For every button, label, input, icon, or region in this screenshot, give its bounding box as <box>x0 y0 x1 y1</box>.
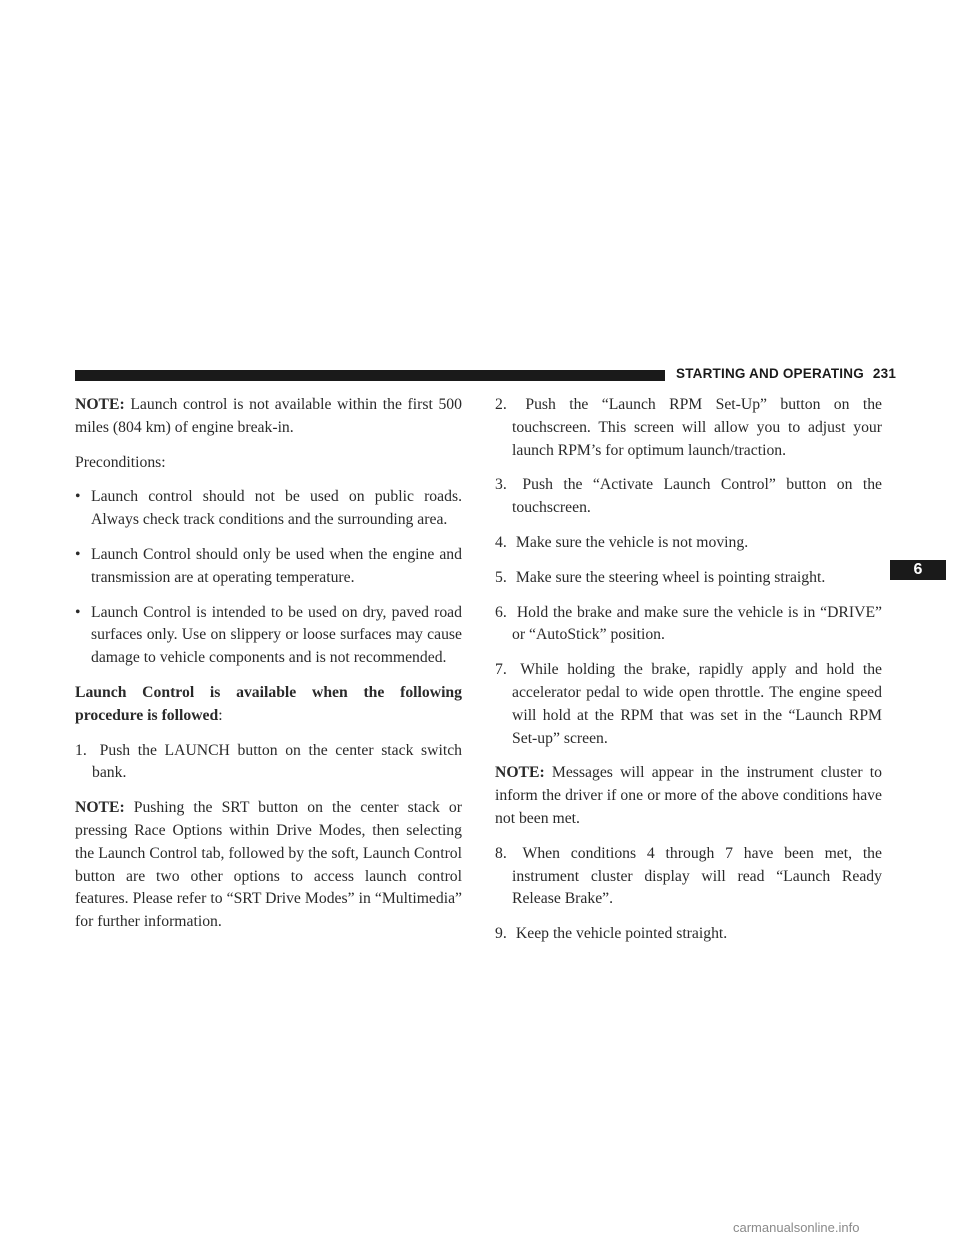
bullet-icon: • <box>75 545 81 563</box>
step-item <box>495 474 882 520</box>
step-number: 7. <box>495 661 507 679</box>
step-text: Make sure the steering wheel is pointing straight. <box>515 568 826 586</box>
step-number: 3. <box>495 476 507 494</box>
step-item <box>495 923 882 946</box>
step-number: 4. <box>495 533 507 551</box>
procedure-intro: Launch Control is available when the following procedure is followed: <box>75 683 462 724</box>
bullet-icon: • <box>75 603 81 621</box>
list-item <box>75 544 462 590</box>
step-number: 9. <box>495 925 507 943</box>
step-item <box>495 394 882 462</box>
step-number: 2. <box>495 396 507 413</box>
step-number: 5. <box>495 568 507 586</box>
step-text: Keep the vehicle pointed straight. <box>515 925 728 943</box>
steps-list-b <box>495 843 882 946</box>
step-text: While holding the brake, rapidly apply and hold the accelerator pedal to wide open throttle. The engine speed will hold at the RPM that was set in the “Launch RPM Set-up” screen. <box>512 661 883 747</box>
note-launch-break-in: NOTE: Launch control is not available within the first 500 miles (804 km) of engine break-in. <box>75 396 462 436</box>
note-instrument-cluster: NOTE: Messages will appear in the instrument cluster to inform the driver if one or more of the above conditions have not been met. <box>495 764 882 827</box>
step-item <box>495 532 882 555</box>
list-item-text: Launch control should not be used on public roads. Always check track conditions and the surrounding area. <box>91 488 462 529</box>
bullet-icon: • <box>75 488 81 506</box>
step-item <box>495 602 882 648</box>
header-rule <box>75 370 665 381</box>
preconditions-list <box>75 486 462 670</box>
preconditions-heading: Preconditions: <box>75 453 166 471</box>
note-srt-button: NOTE: Pushing the SRT button on the center stack or pressing Race Options within Drive Modes, then selecting the Launch Control tab, followed by the soft, Launch Control button are two other options to access launch control features. Please refer to “SRT Drive Modes” in “Multimedia” for further information. <box>75 799 462 931</box>
step-item <box>495 843 882 911</box>
step-text: Push the “Launch RPM Set-Up” button on the touchscreen. This screen will allow you to adjust your launch RPM’s for optimum launch/traction. <box>512 396 883 459</box>
list-item <box>75 602 462 670</box>
step-text: Make sure the vehicle is not moving. <box>515 533 749 551</box>
step-text: Push the “Activate Launch Control” button on the touchscreen. <box>512 476 882 517</box>
left-column <box>75 394 462 946</box>
page-number: 231 <box>872 366 897 381</box>
step-item <box>495 567 882 590</box>
step-text: Hold the brake and make sure the vehicle is in “DRIVE” or “AutoStick” position. <box>512 603 882 644</box>
list-item-text: Launch Control is intended to be used on dry, paved road surfaces only. Use on slippery or loose surfaces may cause damage to vehicle components and is not recommended. <box>91 603 462 667</box>
step-number: 6. <box>495 603 507 621</box>
step-item: 1. Push the LAUNCH button on the center stack switch bank. <box>75 741 463 782</box>
list-item <box>75 486 462 532</box>
right-column <box>495 394 882 958</box>
step-item <box>495 659 882 750</box>
running-header <box>676 366 896 381</box>
step-text: When conditions 4 through 7 have been met, the instrument cluster display will read “Launch Ready Release Brake”. <box>512 844 882 908</box>
chapter-tab: 6 <box>890 560 946 580</box>
watermark: carmanualsonline.info <box>733 1220 860 1235</box>
steps-list-a <box>495 394 882 750</box>
list-item-text: Launch Control should only be used when the engine and transmission are at operating temperature. <box>91 545 462 586</box>
section-title: STARTING AND OPERATING <box>676 366 864 381</box>
step-number: 8. <box>495 844 507 862</box>
